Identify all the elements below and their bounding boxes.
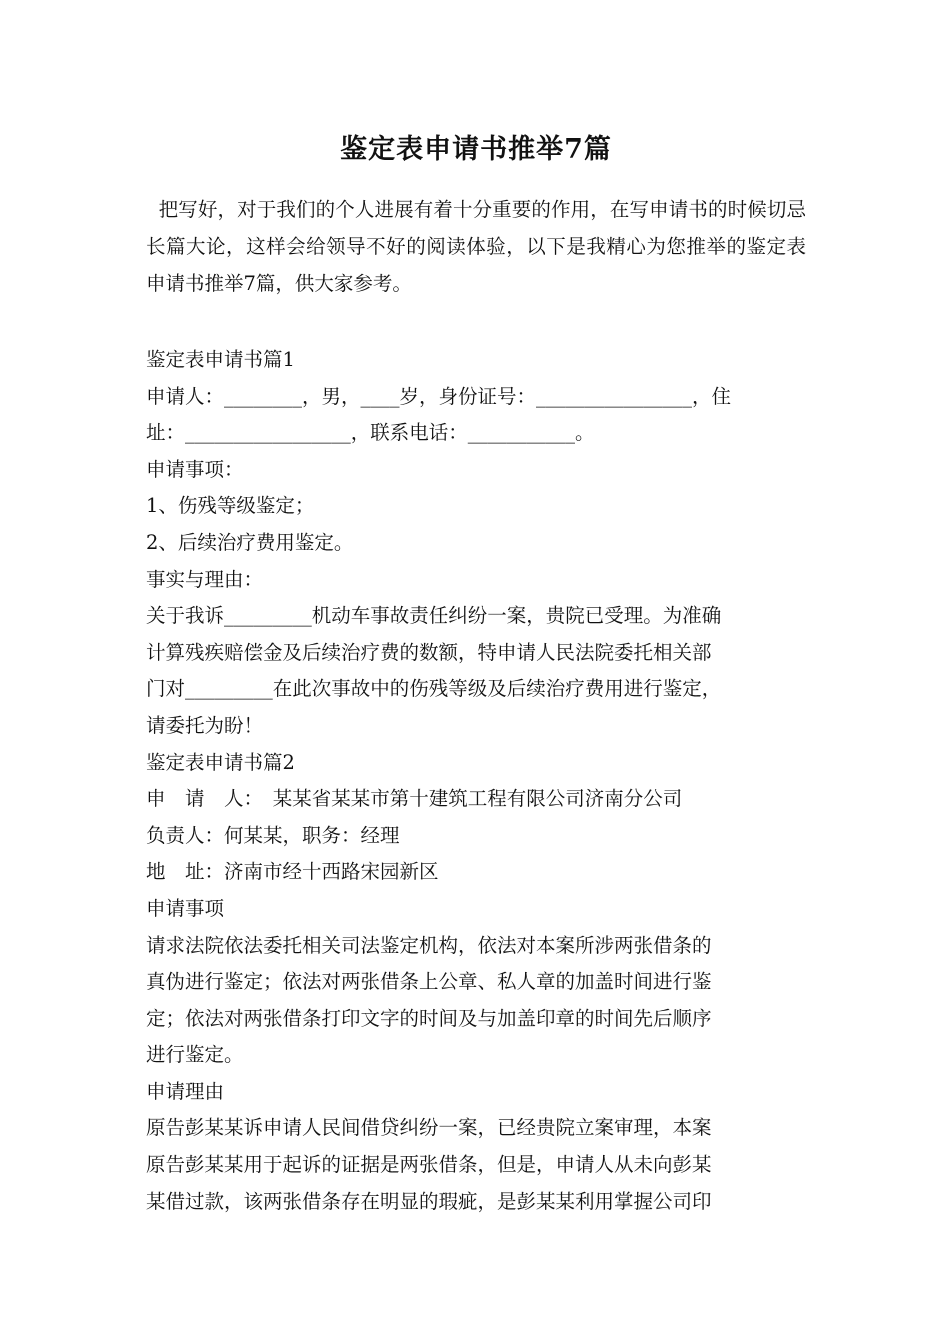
responsible-person-line: 负责人：何某某，职务：经理	[146, 823, 400, 847]
facts-line: 门对_________在此次事故中的伤残等级及后续治疗费用进行鉴定，	[146, 677, 722, 701]
request-line: 请求法院依法委托相关司法鉴定机构，依法对本案所涉两张借条的	[146, 933, 712, 957]
facts-line: 请委托为盼！	[146, 713, 264, 737]
applicant-line: 申 请 人： 某某省某某市第十建筑工程有限公司济南分公司	[146, 787, 683, 811]
request-item-2: 2、后续治疗费用鉴定。	[146, 530, 354, 554]
request-heading: 申请事项	[146, 896, 225, 920]
address-line: 址：_________________，联系电话：___________。	[146, 421, 595, 445]
section-heading-1: 鉴定表申请书篇1	[146, 348, 295, 371]
document-body	[146, 342, 806, 1220]
facts-line: 关于我诉_________机动车事故责任纠纷一案，贵院已受理。为准确	[146, 604, 722, 628]
reason-heading: 申请理由	[146, 1079, 225, 1103]
request-item-1: 1、伤残等级鉴定；	[146, 494, 315, 518]
facts-heading: 事实与理由：	[146, 567, 264, 591]
reason-line: 原告彭某某用于起诉的证据是两张借条，但是，申请人从未向彭某	[146, 1153, 712, 1177]
request-line: 真伪进行鉴定；依法对两张借条上公章、私人章的加盖时间进行鉴	[146, 970, 712, 994]
document-title: 鉴定表申请书推举7篇	[340, 134, 612, 165]
address-line: 地 址：济南市经十西路宋园新区	[146, 860, 439, 884]
facts-line: 计算残疾赔偿金及后续治疗费的数额，特申请人民法院委托相关部	[146, 640, 712, 664]
request-heading: 申请事项：	[146, 457, 244, 481]
intro-paragraph: 把写好，对于我们的个人进展有着十分重要的作用，在写申请书的时候切忌长篇大论，这样会给领导不好的阅读体验，以下是我精心为您推举的鉴定表申请书推举7篇，供大家参考。	[146, 198, 806, 295]
request-line: 定；依法对两张借条打印文字的时间及与加盖印章的时间先后顺序	[146, 1006, 712, 1030]
request-line: 进行鉴定。	[146, 1043, 244, 1067]
section-heading-2: 鉴定表申请书篇2	[146, 750, 295, 774]
reason-line: 某借过款，该两张借条存在明显的瑕疵，是彭某某利用掌握公司印	[146, 1189, 712, 1213]
reason-line: 原告彭某某诉申请人民间借贷纠纷一案，已经贵院立案审理，本案	[146, 1116, 712, 1140]
applicant-line: 申请人：________，男，____岁，身份证号：________________，住	[146, 384, 732, 408]
